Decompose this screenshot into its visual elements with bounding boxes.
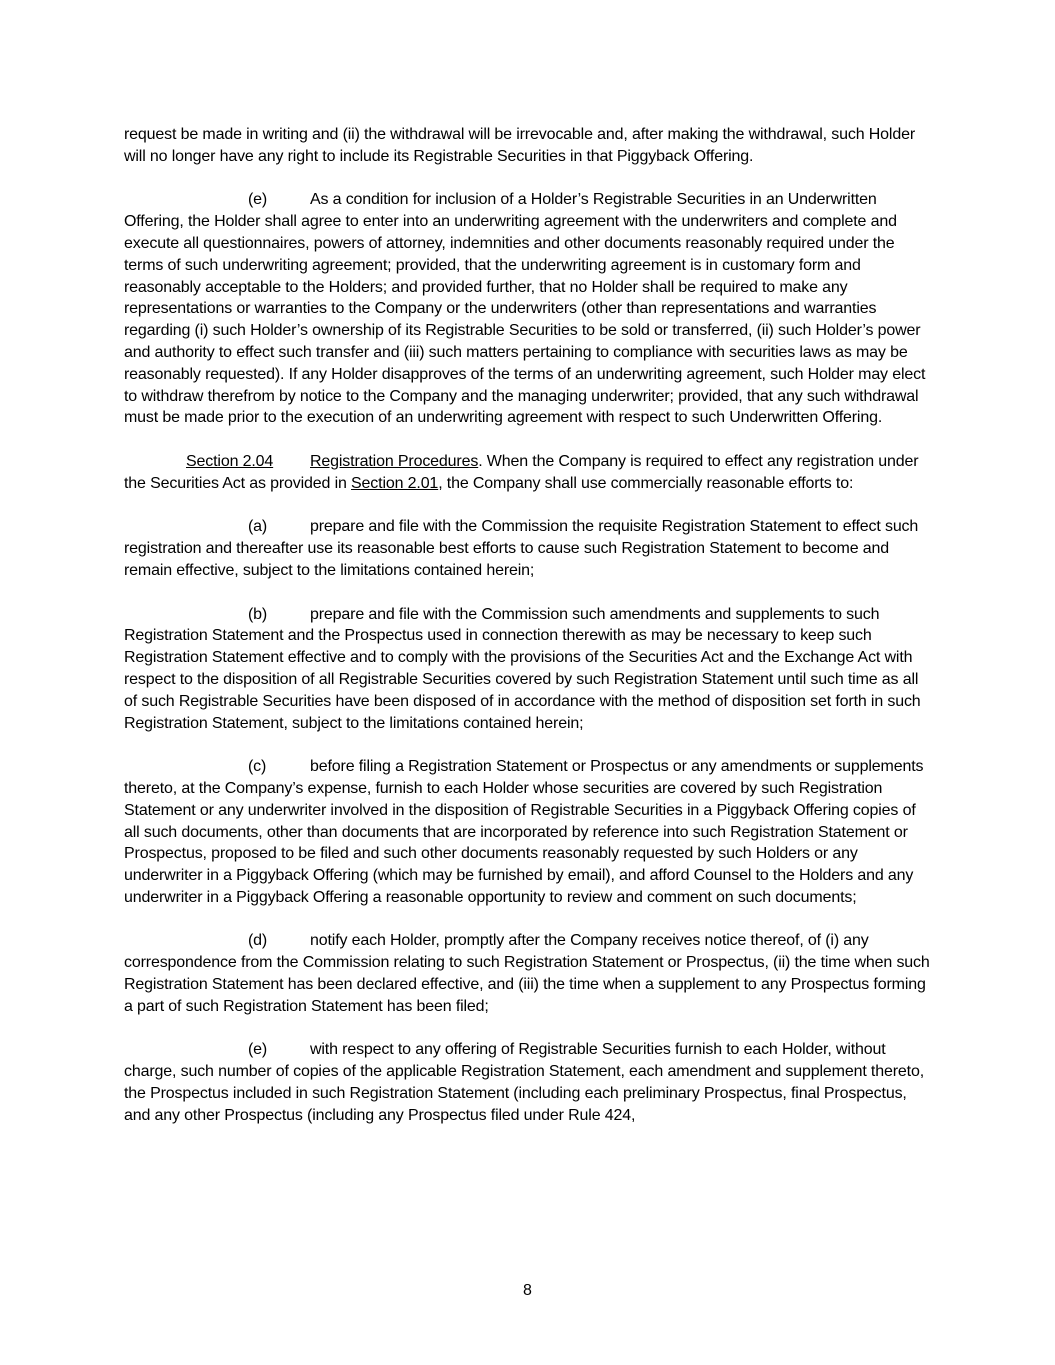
paragraph-continuation: [124, 124, 934, 168]
section-2-04: [124, 451, 934, 495]
paragraph-text: with respect to any offering of Registrable Securities furnish to each Holder, without charge, such number of copies of the applicable Registration Statement, each amendment and supplement thereto, the Prospectus included in such Registration Statement (including each preliminary Prospectus, final Prospectus, and any other Prospectus (including any Prospectus filed under Rule 424,: [124, 1041, 924, 1124]
paragraph-text: prepare and file with the Commission such amendments and supplements to such Registration Statement and the Prospectus used in connection therewith as may be necessary to keep such Registration Statement effective and to comply with the provisions of the Securities Act and the Exchange Act with respect to the disposition of all Registrable Securities covered by such Registration Statement until such time as all of such Registrable Securities have been disposed of in accordance with the method of disposition set forth in such Registration Statement, subject to the limitations contained herein;: [124, 605, 921, 732]
clause-label: (e): [248, 191, 268, 209]
clause-label: (d): [248, 932, 268, 950]
paragraph-b: [124, 604, 934, 735]
paragraph-a: [124, 516, 934, 581]
paragraph-e-underwritten: [124, 189, 934, 429]
section-number: Section 2.04: [186, 452, 274, 470]
paragraph-text: As a condition for inclusion of a Holder’s Registrable Securities in an Underwritten Offering, the Holder shall agree to enter into an underwriting agreement with the underwriters and complete and execute all questionnaires, powers of attorney, indemnities and other documents reasonably required under the terms of such underwriting agreement; provided, that the underwriting agreement is in customary form and reasonably acceptable to the Holders; and provided further, that no Holder shall be required to make any representations or warranties to the Company or the underwriters (other than representations and warranties regarding (i) such Holder’s ownership of its Registrable Securities to be sold or transferred, (ii) such Holder’s power and authority to effect such transfer and (iii) such matters pertaining to compliance with securities laws as may be reasonably requested). If any Holder disapproves of the terms of an underwriting agreement, such Holder may elect to withdraw therefrom by notice to the Company and the managing underwriter; provided, that any such withdrawal must be made prior to the execution of an underwriting agreement with respect to such Underwritten Offering.: [124, 191, 926, 427]
paragraph-text: notify each Holder, promptly after the Company receives notice thereof, of (i) any correspondence from the Commission relating to such Registration Statement or Prospectus, (ii) the time when such Registration Statement has been declared effective, and (iii) the time when a supplement to any Prospectus forming a part of such Registration Statement has been filed;: [124, 932, 930, 1015]
paragraph-text: before filing a Registration Statement or Prospectus or any amendments or supplements thereto, at the Company’s expense, furnish to each Holder whose securities are covered by such Registration Statement or any underwriter involved in the disposition of Registrable Securities in a Piggyback Offering copies of all such documents, other than documents that are incorporated by reference into such Registration Statement or Prospectus, proposed to be filed and such other documents reasonably requested by such Holders or any underwriter in a Piggyback Offering (which may be furnished by email), and afford Counsel to the Holders and any underwriter in a Piggyback Offering a reasonable opportunity to review and comment on such documents;: [124, 758, 924, 906]
paragraph-d: [124, 930, 934, 1017]
clause-label: (e): [248, 1041, 268, 1059]
section-reference: Section 2.01: [351, 474, 439, 492]
section-text-a: . When the Company is required to effect any registration under the Securities Act as provided in: [124, 452, 919, 492]
clause-label: (c): [248, 758, 267, 776]
paragraph-c: [124, 756, 934, 909]
paragraph-text: request be made in writing and (ii) the withdrawal will be irrevocable and, after making the withdrawal, such Holder will no longer have any right to include its Registrable Securities in that Piggyback Offering.: [124, 126, 915, 165]
document-page: [124, 124, 934, 1148]
page-number: 8: [523, 1282, 532, 1299]
paragraph-text: prepare and file with the Commission the requisite Registration Statement to effect such registration and thereafter use its reasonable best efforts to cause such Registration Statement to become and remain effective, subject to the limitations contained herein;: [124, 518, 919, 579]
section-title: Registration Procedures: [310, 452, 479, 470]
paragraph-e: [124, 1039, 934, 1126]
clause-label: (a): [248, 518, 268, 536]
clause-label: (b): [248, 605, 268, 623]
section-text-b: , the Company shall use commercially reasonable efforts to:: [438, 474, 854, 492]
